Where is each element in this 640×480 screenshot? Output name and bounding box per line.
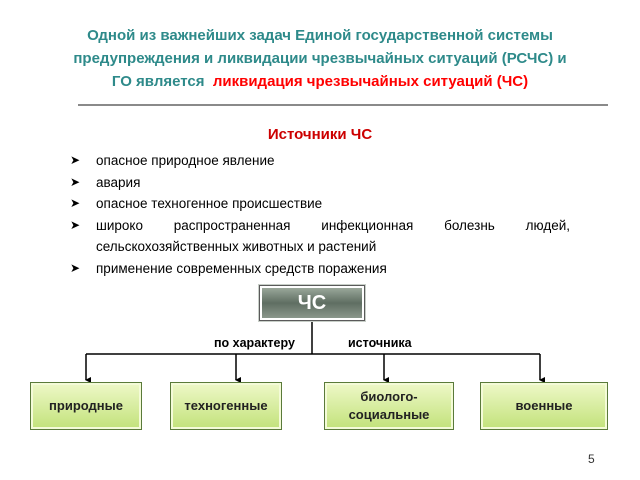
category-box-technogenic: техногенные <box>170 382 282 430</box>
check-arrow-icon: ➤ <box>70 153 81 167</box>
title-line-2: предупреждения и ликвидации чрезвычайных ситуаций (РСЧС) и <box>73 50 567 67</box>
check-arrow-icon: ➤ <box>70 217 81 232</box>
sources-heading-text: Источники ЧС <box>267 126 373 143</box>
category-box-biosocial: биолого-социальные <box>324 382 454 430</box>
category-box-natural: природные <box>30 382 142 430</box>
check-arrow-icon: ➤ <box>70 196 81 210</box>
label-by-character: по характеру <box>214 336 295 350</box>
list-item: ➤ авария <box>70 172 570 194</box>
title-line-1: Одной из важнейших задач Единой государственной системы <box>87 27 553 44</box>
check-arrow-icon: ➤ <box>70 174 81 189</box>
title-highlight: ликвидация чрезвычайных ситуаций (ЧС) <box>212 73 529 90</box>
list-item: ➤ широко распространенная инфекционная болезнь людей, сельскохозяйственных животных и растений <box>70 215 570 258</box>
label-source: источника <box>348 336 412 350</box>
check-arrow-icon: ➤ <box>70 260 81 275</box>
list-item: ➤ опасное природное явление <box>70 150 570 172</box>
list-item: ➤ опасное техногенное происшествие <box>70 193 570 215</box>
category-box-military: военные <box>480 382 608 430</box>
page-number: 5 <box>588 452 595 466</box>
root-node-box: ЧС <box>260 286 364 320</box>
title-prefix: ГО является <box>111 73 205 90</box>
list-item: ➤ применение современных средств поражения <box>70 258 570 280</box>
